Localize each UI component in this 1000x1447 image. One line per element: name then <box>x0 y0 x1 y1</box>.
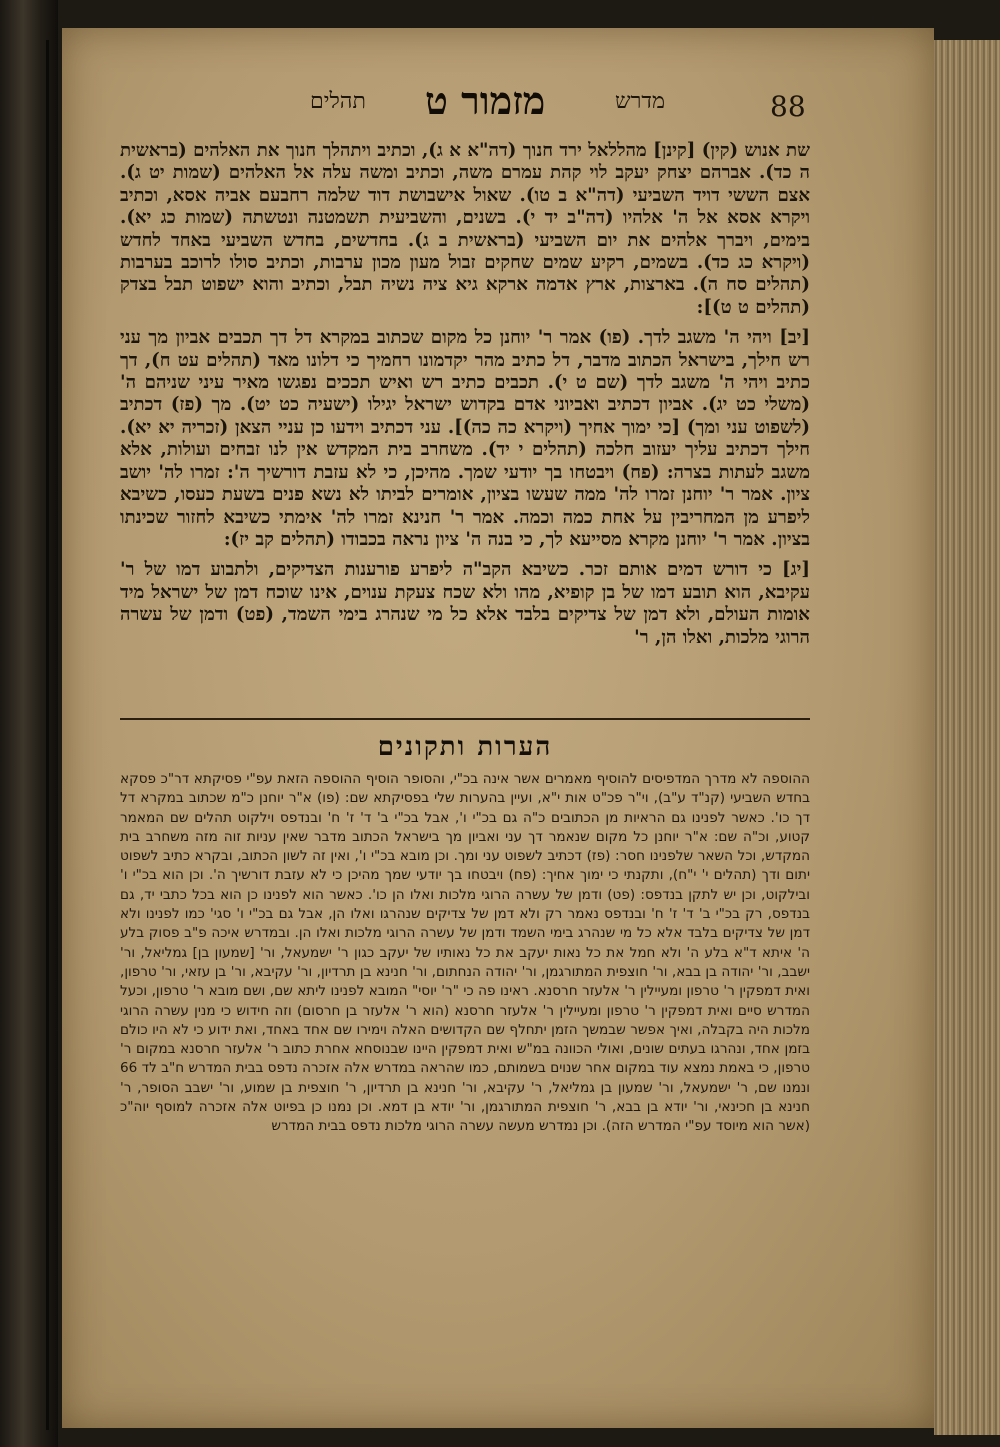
notes-heading: הערות ותקונים <box>377 732 553 762</box>
main-text <box>120 140 810 649</box>
main-paragraph: שת אנוש (קין) [קינן] מהללאל ירד חנוך (דה"א א ג), וכתיב ויתהלך חנוך את האלהים (בראשית ה כד). אברהם יצחק יעקב לוי קהת עמרם משה, וכתיב ומשה עלה אל האלהים (שמות יט ג). אצם הששי דויד השביעי (דה"א ב טו). שאול אישבושת דוד שלמה רחבעם אביה אסא, וכתיב ויקרא אסא אל ה' אלהיו (דה"ב יד י). בשנים, והשביעית תשמטנה ונטשתה (שמות כג יא). בימים, ויברך אלהים את יום השביעי (בראשית ב ג). בחדשים, בחדש השביעי באחד לחדש (ויקרא כג כד). בשמים, רקיע שמים שחקים זבול מעון מכון ערבות, וכתיב סולו לרוכב בערבות (תהלים סח ה). בארצות, ארץ אדמה ארקא גיא ציה נשיה תבל, וכתיב והוא ישפוט תבל בצדק (תהלים ט ט)]: <box>120 140 810 318</box>
notes-text <box>120 770 810 1137</box>
main-paragraph: [יג] כי דורש דמים אותם זכר. כשיבא הקב"ה ליפרע פורענות הצדיקים, ולתבוע דמו של ר' עקיבא, הוא תובע דמו של בן קופיא, מהו ולא שכח צעקת ענוים, אינו שוכח דמן של ישראל מיד אומות העולם, ולא דמן של צדיקים בלבד אלא כל מי שנהרג בימי השמד, (פט) ודמן של עשרה הרוגי מלכות, ואלו הן, ר' <box>120 559 810 648</box>
running-header <box>90 78 810 138</box>
header-title: מזמור ט <box>425 78 546 123</box>
page-gutter <box>46 40 49 1430</box>
header-right-word: מדרש <box>615 89 666 114</box>
book-binding-left <box>0 0 58 1447</box>
notes-paragraph: ההוספה לא מדרך המדפיסים להוסיף מאמרים אשר אינה בכ"י, והסופר הוסיף ההוספה הזאת עפ"י פסיקתא דר"כ פסקא בחדש השביעי (קנ"ד ע"ב), וי"ר פכ"ט אות י"א, ועיין בהערות שלי בפסיקתא שם: (פו) א"ר יוחנן כ"מ שכתוב במקרא דל דך כו'. כאשר לפנינו גם הראיות מן הכתובים כ"ה גם בכ"י ו', אבל בכ"י ב' ד' ז' ח' ובנדפס וילקוט תהלים שם המאמר קטוע, וכ"ה שם: א"ר יוחנן כל מקום שנאמר דך עני ואביון מך בישראל הכתוב מדבר שאין עניות זוה מזה משחרב בית המקדש, וכל השאר שלפנינו חסר: (פז) דכתיב לשפוט עני ומך. וכן מובא בכ"י ו', ואין זה לשון הכתוב, ובקרא כתיב לשפוט יתום ודך (תהלים י' י"ח), ותקנתי כי ימוך אחיך: (פח) ויבטחו בך יודעי שמך מהיכן כי לא עזבת דורשיך ה'. וכן הוא בכ"י ו' ובילקוט, וכן יש לתקן בנדפס: (פט) ודמן של עשרה הרוגי מלכות ואלו הן כו'. כאשר הוא לפנינו כן הוא בכל כתבי יד, גם בנדפס, רק בכ"י ב' ד' ז' ח' ובנדפס נאמר רק ולא דמן של צדיקים שנהרגו ואלו הן, אבל גם בכ"י ו' סגי' כמו לפנינו ולא דמן של צדיקים בלבד אלא כל מי שנהרג בימי השמד ודמן של עשרה הרוגי מלכות ואלו הן. ובמדרש איכה פ"ב פסוק בלע ה' איתא ד"א בלע ה' ולא חמל את כל נאות יעקב את כל נאותיו של יעקב כגון ר' ישמעאל, ור' [שמעון בן] גמליאל, ור' ישבב, ור' יהודה בן בבא, ור' חוצפית המתורגמן, ור' יהודה הנחתום, ור' חנינא בן תרדיון, ור' עקיבא, ור' בן עזאי, ור' טרפון, ואית דמפקין ר' טרפון ומעיילין ר' אלעזר חרסנא. ראינו פה כי "ר' יוסי" המובא לפנינו ליתא שם, ושם מובא ר' טרפון, וכעל המדרש סיים ואית דמפקין ר' טרפון ומעיילין ר' אלעזר חרסנא (הוא ר' אלעזר בן חרסום) וזה חידוש כי מנין עשרה הרוגי מלכות היה בקבלה, ואיך אפשר שבמשך הזמן יתחלף שם הקדושים האלה וימירו שם אחד באחד, ואת ידוע כי לא היו כולם בזמן אחד, ונהרגו בעתים שונים, ואולי הכוונה במ"ש ואית דמפקין היינו שבנוסחא אחרת כתוב ר' אלעזר חרסנא במקום ר' טרפון, כי באמת נמצא עוד במקום אחר שנוים בשמותם, כמו שהראה במדרש אלה אזכרה נדפס בבית המדרש ח"ב לד 66 ונמנו שם, ר' ישמעאל, ור' שמעון בן גמליאל, ר' עקיבא, ור' חנינא בן תרדיון, ר' חוצפית בן שמוע, ור' ישבב הסופר, ר' חנינא בן חכינאי, ור' יודא בן בבא, ר' חוצפית המתורגמן, ור' יודא בן דמא. וכן נמנו כן בפיוט אלה אזכרה למוסף יוה"כ (אשר הוא מיוסד עפ"י המדרש הזה). וכן נמדרש מעשה עשרה הרוגי מלכות נדפס בבית המדרש <box>120 771 810 1135</box>
header-left-word: תהלים <box>310 89 366 114</box>
main-paragraph: [יב] ויהי ה' משגב לדך. (פו) אמר ר' יוחנן כל מקום שכתוב במקרא דל דך תכבים אביון מך עני רש חילך, בישראל הכתוב מדבר, דל כתיב מהר יקדמונו רחמיך כי דלונו מאד (תהלים עט ח), דך כתיב ויהי ה' משגב לדך (שם ט י). תכבים כתיב רש ואיש תככים נפגשו מאיר עיני שניהם ה' (משלי כט יג). אביון דכתיב ואביוני אדם בקדוש ישראל יגילו (ישעיה כט יט). מך (פז) דכתיב (לשפוט עני ומך) [כי ימוך אחיך (ויקרא כה כה)]. עני דכתיב וידעו כן עניי הצאן (זכריה יא יא). חילך דכתיב עליך יעזוב חלכה (תהלים י יד). משחרב בית המקדש אין לנו זבחים ועולות, אלא משגב לעתות בצרה: (פח) ויבטחו בך יודעי שמך. מהיכן, כי לא עזבת דורשיך ה': זמרו לה' יושב ציון. אמר ר' יוחנן זמרו לה' ממה שעשו בציון, אומרים לביתו לא נשא פנים בשעת כעסו, כשיבא ליפרע מן המחריבין על אחת כמה וכמה. אמר ר' חנינא זמרו לה' אימתי כשיבא לחזור שכינתו בציון. אמר ר' יוחנן מקרא מסייעא לך, כי בנה ה' ציון נראה בכבודו (תהלים קב יז): <box>120 327 810 550</box>
page-number: 88 <box>770 90 806 123</box>
page-edges-right <box>934 40 1000 1435</box>
section-divider <box>120 718 810 720</box>
